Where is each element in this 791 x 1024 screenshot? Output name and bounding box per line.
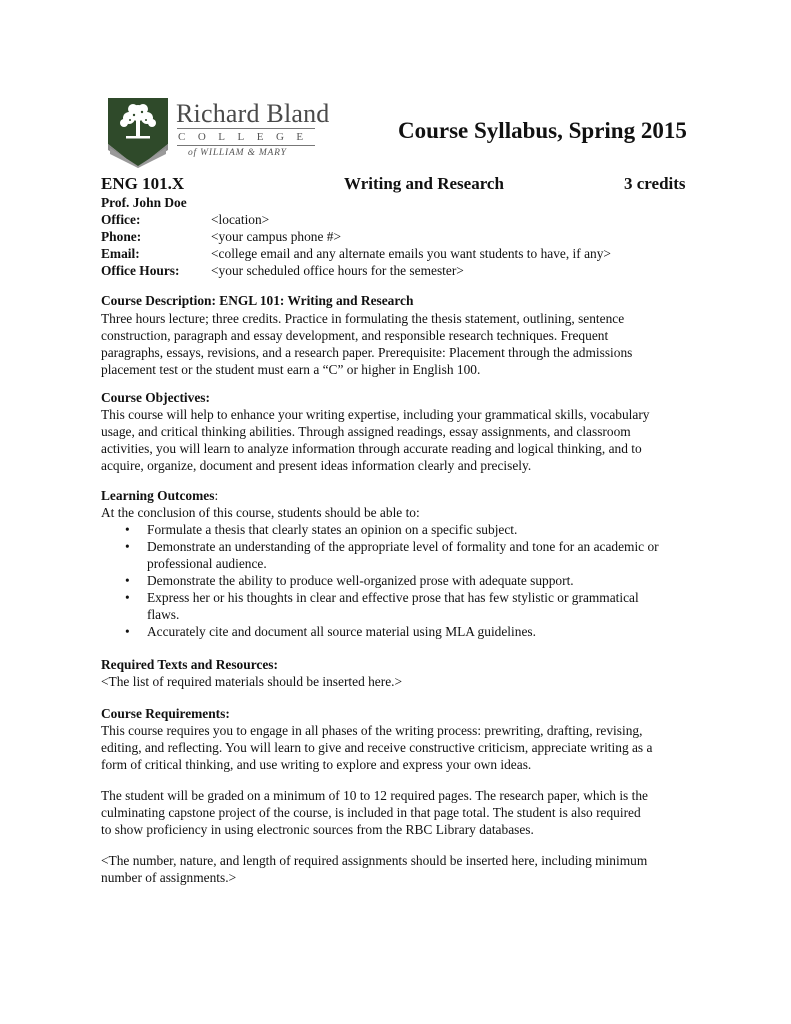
list-item-line: flaws. [147,607,180,622]
info-label: Office Hours: [101,263,180,278]
list-item-line: Formulate a thesis that clearly states an opinion on a specific subject. [147,522,518,537]
course-code: ENG 101.X [101,174,185,193]
bullet-icon: • [125,624,130,639]
instructor-name: Prof. John Doe [101,195,187,210]
paragraph-line: placement test or the student must earn a “C” or higher in English 100. [101,362,481,377]
info-label: Phone: [101,229,142,244]
paragraph-line: number of assignments.> [101,870,237,885]
outcomes-intro [101,504,701,521]
info-label: Email: [101,246,140,261]
requirements-paragraph-3 [101,852,701,886]
paragraph-line: acquire, organize, document and present ideas information clearly and precisely. [101,458,532,473]
objectives-paragraph [101,406,701,474]
paragraph-line: construction, paragraph and essay development, and responsible research techniques. Frequent [101,328,609,343]
paragraph-line: paragraphs, essays, revisions, and a research paper. Prerequisite: Placement through the admissions [101,345,633,360]
bullet-icon: • [125,590,130,605]
paragraph-line: Three hours lecture; three credits. Practice in formulating the thesis statement, outlining, sentence [101,311,625,326]
info-value: <your scheduled office hours for the semester> [211,263,464,278]
outcomes-list [101,521,659,640]
info-label: Office: [101,212,141,227]
list-item-line: Express her or his thoughts in clear and effective prose that has few stylistic or grammatical [147,590,639,605]
list-item [101,623,659,640]
logo-rule [177,128,315,129]
objectives-heading: Course Objectives: [101,390,210,405]
course-name: Writing and Research [344,174,504,193]
college-logo [108,95,330,167]
course-credits: 3 credits [624,174,686,193]
paragraph-line: to show proficiency in using electronic sources from the RBC Library databases. [101,822,534,837]
logo-college: COLLEGE [178,131,316,143]
paragraph-line: editing, and reflecting. You will learn to give and receive constructive criticism, appreciate writing as a [101,740,653,755]
outcomes-heading [101,488,218,504]
paragraph-line: This course will help to enhance your writing expertise, including your grammatical skills, vocabulary [101,407,650,422]
list-item [101,572,659,589]
info-value: <location> [211,212,270,227]
texts-heading: Required Texts and Resources: [101,657,278,672]
requirements-paragraph-1 [101,722,701,773]
bullet-icon: • [125,522,130,537]
info-value: <college email and any alternate emails you want students to have, if any> [211,246,611,261]
outcomes-heading-text: Learning Outcomes [101,488,215,503]
bullet-icon: • [125,539,130,554]
list-item-line: professional audience. [147,556,267,571]
list-item-line: Demonstrate an understanding of the appropriate level of formality and tone for an academic or [147,539,659,554]
paragraph-line: The student will be graded on a minimum of 10 to 12 required pages. The research paper, which is the [101,788,648,803]
logo-affiliation: of WILLIAM & MARY [188,148,287,158]
list-item [101,589,659,623]
info-value: <your campus phone #> [211,229,342,244]
paragraph-line: <The number, nature, and length of required assignments should be inserted here, including minimum [101,853,648,868]
texts-paragraph [101,673,701,690]
paragraph-line: culminating capstone project of the course, is included in that page total. The student is also required [101,805,641,820]
paragraph-line: At the conclusion of this course, students should be able to: [101,505,420,520]
paragraph-line: usage, and critical thinking abilities. Through assigned readings, essay assignments, and classroom [101,424,631,439]
requirements-heading: Course Requirements: [101,706,230,721]
tree-shield-icon [108,98,168,168]
bullet-icon: • [125,573,130,588]
list-item-line: Demonstrate the ability to produce well-organized prose with adequate support. [147,573,574,588]
description-heading: Course Description: ENGL 101: Writing and Research [101,293,414,308]
logo-name: Richard Bland [176,99,330,128]
outcomes-heading-colon: : [214,488,219,503]
paragraph-line: This course requires you to engage in all phases of the writing process: prewriting, drafting, revising, [101,723,643,738]
paragraph-line: form of critical thinking, and use writing to explore and express your own ideas. [101,757,532,772]
description-paragraph [101,310,701,378]
paragraph-line: activities, you will learn to analyze information through accurate reading and logical thinking, and to [101,441,642,456]
list-item-line: Accurately cite and document all source material using MLA guidelines. [147,624,536,639]
page-title: Course Syllabus, Spring 2015 [398,118,687,143]
logo-rule [177,145,315,146]
paragraph-line: <The list of required materials should be inserted here.> [101,674,403,689]
list-item [101,538,659,572]
requirements-paragraph-2 [101,787,701,838]
list-item [101,521,659,538]
